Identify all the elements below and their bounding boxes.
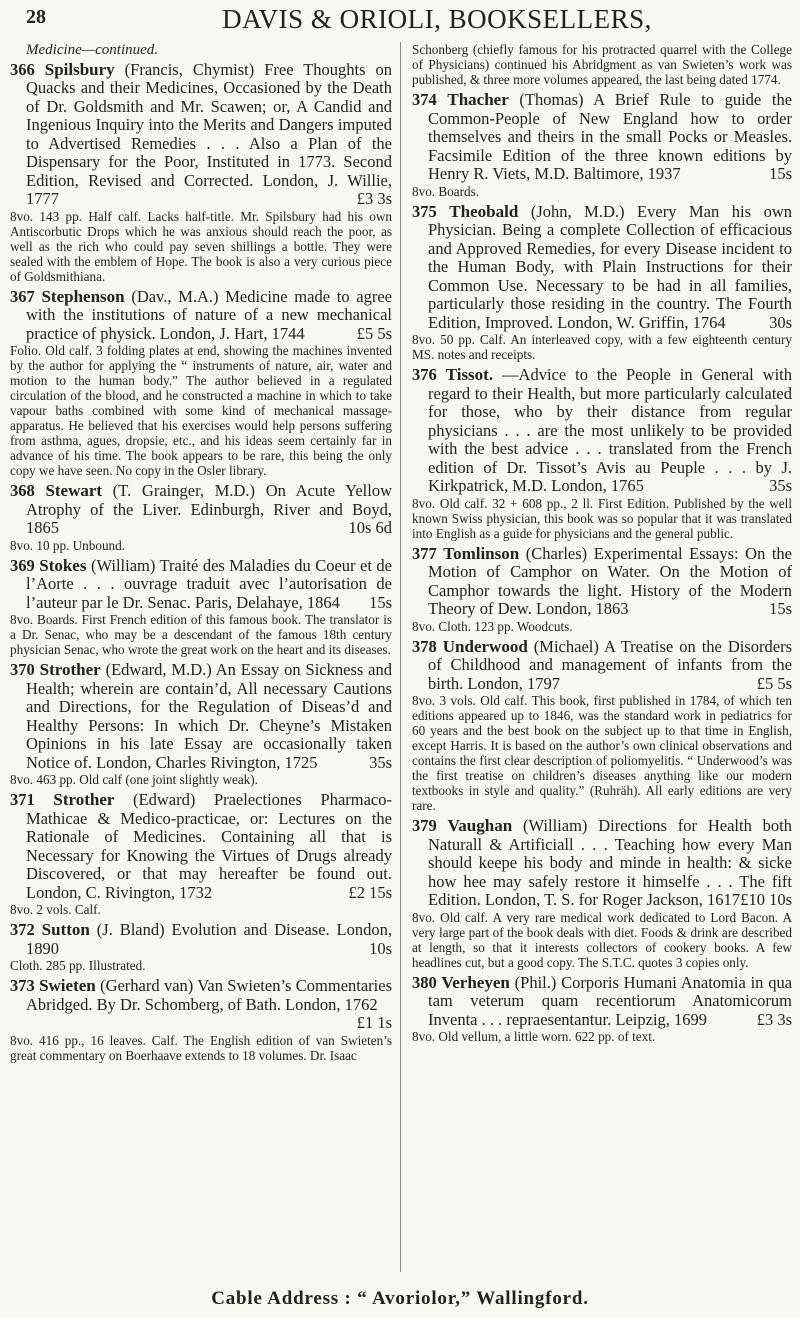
catalogue-entry bbox=[412, 545, 792, 634]
entry-description: (T. Grainger, M.D.) On Acute Yellow Atrophy of the Liver. Edinburgh, River and Boyd, 1865 bbox=[26, 481, 393, 537]
entry-title bbox=[412, 366, 792, 496]
entry-number: 374 bbox=[412, 90, 437, 109]
column-divider bbox=[400, 42, 401, 1272]
entry-description: (Dav., M.A.) Medicine made to agree with the institutions of nature of a new mechanical practice of physick. London, J. Hart, 1744 bbox=[26, 286, 392, 343]
entry-description: (Thomas) A Brief Rule to guide the Common-People of New England how to order themselves and theirs in the small Pocks or Measles. Facsimile Edition of the three known editions by Henry R. Viets, M.D. Baltimore, 1937 bbox=[428, 90, 793, 183]
catalogue-entry bbox=[10, 557, 392, 658]
entry-title bbox=[412, 91, 792, 184]
catalogue-entry bbox=[10, 288, 392, 479]
entry-number: 375 bbox=[412, 201, 437, 221]
entry-number: 376 bbox=[412, 365, 437, 384]
catalogue-entry bbox=[10, 61, 392, 284]
catalogue-entry bbox=[412, 91, 792, 199]
catalogue-entry bbox=[10, 661, 392, 787]
entry-description: (Michael) A Treatise on the Disorders of Childhood and management of infants from the birth. London, 1797 bbox=[428, 636, 793, 693]
entry-description: (William) Directions for Health both Naturall & Artificiall . . . Teaching how every Man should keepe his body and minde in health: & sicke how hee may safely restore it himselfe . . . The fift Edition. London, T. S. for Roger Jackson, 1617 bbox=[428, 816, 792, 909]
entry-description: (William) Traité des Maladies du Coeur et de l’Aorte . . . ouvrage traduit avec l’autorisation de l’auteur par le Dr. Senac. Paris, Delahaye, 1864 bbox=[26, 555, 392, 612]
entry-price: £5 5s bbox=[356, 323, 392, 343]
entry-author: Thacher bbox=[447, 90, 509, 109]
entry-title bbox=[412, 638, 792, 694]
entry-price: £5 5s bbox=[756, 673, 792, 693]
footer-cable-address: Cable Address : “ Avoriolor,” Wallingford. bbox=[211, 1288, 589, 1309]
entry-number: 378 bbox=[412, 636, 437, 656]
entry-title bbox=[10, 661, 392, 772]
entry-number: 373 bbox=[10, 976, 35, 995]
entry-author: Sutton bbox=[41, 920, 90, 939]
entry-description: (John, M.D.) Every Man his own Physician. Being a complete Collection of efficacious and Approved Remedies, for every Disease incident to the Human Body, with Plain Instructions for their Common Use. Necessary to be had in all families, particularly those residing in the country. The Fourth Edition, Improved. London, W. Griffin, 1764 bbox=[428, 201, 792, 332]
page-title: DAVIS & ORIOLI, BOOKSELLERS, bbox=[222, 4, 652, 34]
catalogue-entry bbox=[412, 974, 792, 1045]
entry-number: 371 bbox=[10, 790, 35, 809]
entry-price: 35s bbox=[369, 752, 392, 772]
entry-price: £3 3s bbox=[356, 189, 392, 208]
entry-price: £3 3s bbox=[756, 1009, 792, 1029]
entry-author: Spilsbury bbox=[44, 59, 115, 79]
continuation-text: Schonberg (chiefly famous for his protracted quarrel with the College of Physicians) continued his Abridgment as van Swieten’s work was published, & three more volumes appeared, the last being dated 1774. bbox=[412, 42, 792, 87]
catalogue-entry bbox=[10, 977, 392, 1063]
entry-title bbox=[10, 791, 392, 902]
entry-note: 8vo. 10 pp. Unbound. bbox=[10, 537, 126, 553]
left-column bbox=[10, 42, 392, 1067]
entry-description: (Gerhard van) Van Swieten’s Commentaries Abridged. By Dr. Schomberg, of Bath. London, 1762 bbox=[26, 976, 392, 1014]
entry-note: Cloth. 285 pp. Illustrated. bbox=[10, 958, 146, 973]
entry-description: (Charles) Experimental Essays: On the Motion of Camphor on Water. On the Motion of Camphor towards the light. History of the Modern Theory of Dew. London, 1863 bbox=[428, 543, 793, 618]
entry-author: Vaughan bbox=[447, 816, 513, 835]
page-number: 28 bbox=[26, 6, 46, 28]
catalogue-entry bbox=[412, 366, 792, 541]
entry-price: 15s bbox=[369, 592, 392, 612]
entry-price: £10 10s bbox=[740, 890, 792, 909]
section-heading: Medicine—continued. bbox=[26, 42, 159, 58]
catalogue-entry bbox=[412, 203, 792, 363]
entry-author: Swieten bbox=[39, 976, 96, 995]
entry-number: 370 bbox=[10, 660, 35, 679]
entry-note: 8vo. Old vellum, a little worn. 622 pp. of text. bbox=[412, 1029, 656, 1044]
entry-description: (Phil.) Corporis Humani Anatomia in qua tam veterum quam recentiorum Anatomicorum Inventa . . . repraesentantur. Leipzig, 1699 bbox=[428, 972, 793, 1029]
entry-title bbox=[412, 203, 792, 333]
entry-note: 8vo. Cloth. 123 pp. Woodcuts. bbox=[412, 618, 573, 634]
right-column bbox=[412, 42, 792, 1048]
entry-description: (Edward, M.D.) An Essay on Sickness and Health; wherein are contain’d, All necessary Cautions and Directions, for the Regulation of Diseas’d and Healthy Persons: In which Dr. Cheyne’s Mistaken Opinions in his late Essay are occasionally taken Notice of. London, Charles Rivington, 1725 bbox=[26, 660, 393, 772]
entry-note: Folio. Old calf. 3 folding plates at end, showing the machines invented by the author for applying the “ instruments of nature, air, water and motion to the human body.” The author believed in a regulated circulation of the blood, and he constructed a machine in which to take vapour baths combined with some kind of mechanical massage-apparatus. He believed that his exercises would help persons suffering from asthma, agues, dropsie, etc., and his ideas seem certainly far in advance of his time. The book appears to be rare, this being the only copy we have seen. No copy in the Osler library. bbox=[10, 343, 392, 478]
entry-number: 372 bbox=[10, 920, 35, 939]
entry-number: 366 bbox=[10, 59, 35, 79]
entry-price: 10s bbox=[369, 938, 392, 958]
entry-price: 35s bbox=[769, 476, 792, 495]
entry-description: (Francis, Chymist) Free Thoughts on Quacks and their Medicines, Occasioned by the Death of Dr. Goldsmith and Mr. Scawen; or, A Candid and Ingenious Inquiry into the Merits and Dangers imputed to Advertised Remedies . . . Also a Plan of the Dispensary for the Poor, Instituted in 1773. Second Edition, Revised and Corrected. London, J. Willie, 1777 bbox=[26, 59, 393, 208]
entry-author: Strother bbox=[53, 790, 115, 809]
entry-number: 380 bbox=[412, 972, 437, 992]
entry-number: 367 bbox=[10, 286, 35, 306]
entry-title bbox=[412, 545, 792, 619]
entry-price: £1 1s bbox=[356, 1013, 392, 1032]
entry-title bbox=[10, 976, 392, 1032]
entry-note: 8vo. 2 vols. Calf. bbox=[10, 902, 101, 917]
entry-price: 30s bbox=[769, 312, 792, 332]
entry-title bbox=[10, 557, 392, 613]
entry-author: Stokes bbox=[39, 555, 87, 575]
entry-number: 377 bbox=[412, 543, 437, 563]
entry-author: Theobald bbox=[449, 201, 519, 221]
entry-note: 8vo. 463 pp. Old calf (one joint slightly weak). bbox=[10, 772, 258, 787]
entry-price: £2 15s bbox=[348, 882, 392, 902]
entry-note: 8vo. 416 pp., 16 leaves. Calf. The English edition of van Swieten’s great commentary on Boerhaave extends to 18 volumes. Dr. Isaac bbox=[10, 1032, 392, 1063]
entry-title bbox=[412, 817, 792, 910]
entry-title bbox=[10, 921, 392, 958]
entry-author: Tomlinson bbox=[443, 543, 520, 563]
entry-note: 8vo. 143 pp. Half calf. Lacks half-title. Mr. Spilsbury had his own Antiscorbutic Drops which he was anxious should reach the poor, as well as the rich who could pay seven shillings a bottle. They were sealed with the emblem of Hope. The book is also a very curious piece of Goldsmithiana. bbox=[10, 208, 392, 284]
entry-note: 8vo. 50 pp. Calf. An interleaved copy, with a few eighteenth century MS. notes and receipts. bbox=[412, 332, 792, 362]
entry-author: Stephenson bbox=[41, 286, 125, 306]
catalogue-entry bbox=[412, 638, 792, 814]
catalogue-entry bbox=[412, 817, 792, 970]
entry-price: 15s bbox=[769, 164, 792, 183]
entry-note: 8vo. Old calf. 32 + 608 pp., 2 ll. First Edition. Published by the well known Swiss physician, this book was so popular that it was translated into English as a guide for physicians and the general public. bbox=[412, 495, 792, 541]
page-header bbox=[18, 4, 792, 38]
entry-note: 8vo. 3 vols. Old calf. This book, first published in 1784, of which ten editions appeared up to 1846, was the standard work in pediatrics for 60 years and the best book on the subject up to that time in English, except Harris. It is based on the author’s own clinical observations and contains the first clear description of poliomyelitis. “ Underwood’s was the first treatise on children’s diseases anything like our modern textbooks in style and quality.” (Ruhräh). All early editions are very rare. bbox=[412, 693, 792, 813]
entry-title bbox=[10, 61, 392, 209]
entry-price: 15s bbox=[769, 599, 792, 618]
entry-title bbox=[412, 974, 792, 1030]
entry-number: 379 bbox=[412, 816, 437, 835]
entry-author: Underwood bbox=[442, 636, 528, 656]
catalogue-entry bbox=[10, 921, 392, 973]
entry-number: 368 bbox=[10, 481, 35, 500]
catalogue-entry bbox=[10, 791, 392, 917]
entry-number: 369 bbox=[10, 555, 35, 575]
entry-note: 8vo. Boards. First French edition of this famous book. The translator is a Dr. Senac, who may be a descendant of the famous 18th century physician Senac, who wrote the great work on the heart and its diseases. bbox=[10, 612, 392, 657]
entry-author: Stewart bbox=[45, 481, 103, 500]
entry-note: 8vo. Boards. bbox=[412, 183, 480, 199]
entry-description: (J. Bland) Evolution and Disease. London, 1890 bbox=[26, 920, 393, 958]
entry-description: (Edward) Praelectiones Pharmaco-Mathicae & Medico-practicae, or: Lectures on the Rationale of Medicines. Containing all that is Necessary for Knowing the Virtues of Drugs already Discovered, or that may hereafter be found out. London, C. Rivington, 1732 bbox=[26, 790, 392, 902]
entry-note: 8vo. Old calf. A very rare medical work dedicated to Lord Bacon. A very large part of the book deals with diet. Foods & drink are described at length, so that it interests collectors of cookery books. A few headlines cut, but a good copy. The S.T.C. quotes 3 copies only. bbox=[412, 909, 792, 970]
entry-title bbox=[10, 288, 392, 344]
entry-description: —Advice to the People in General with regard to their Health, but more particularly calculated for those, who by their distance from regular physicians . . . are the most unlikely to be provided with the best advice . . . translated from the French edition of Dr. Tissot’s Avis au Peuple . . . by J. Kirkpatrick, M.D. London, 1765 bbox=[428, 365, 793, 495]
entry-author: Strother bbox=[39, 660, 101, 679]
catalogue-entry bbox=[10, 482, 392, 553]
entry-title bbox=[10, 482, 392, 538]
entry-author: Verheyen bbox=[441, 972, 510, 992]
entry-author: Tissot. bbox=[445, 365, 494, 384]
entry-price: 10s 6d bbox=[348, 518, 392, 537]
